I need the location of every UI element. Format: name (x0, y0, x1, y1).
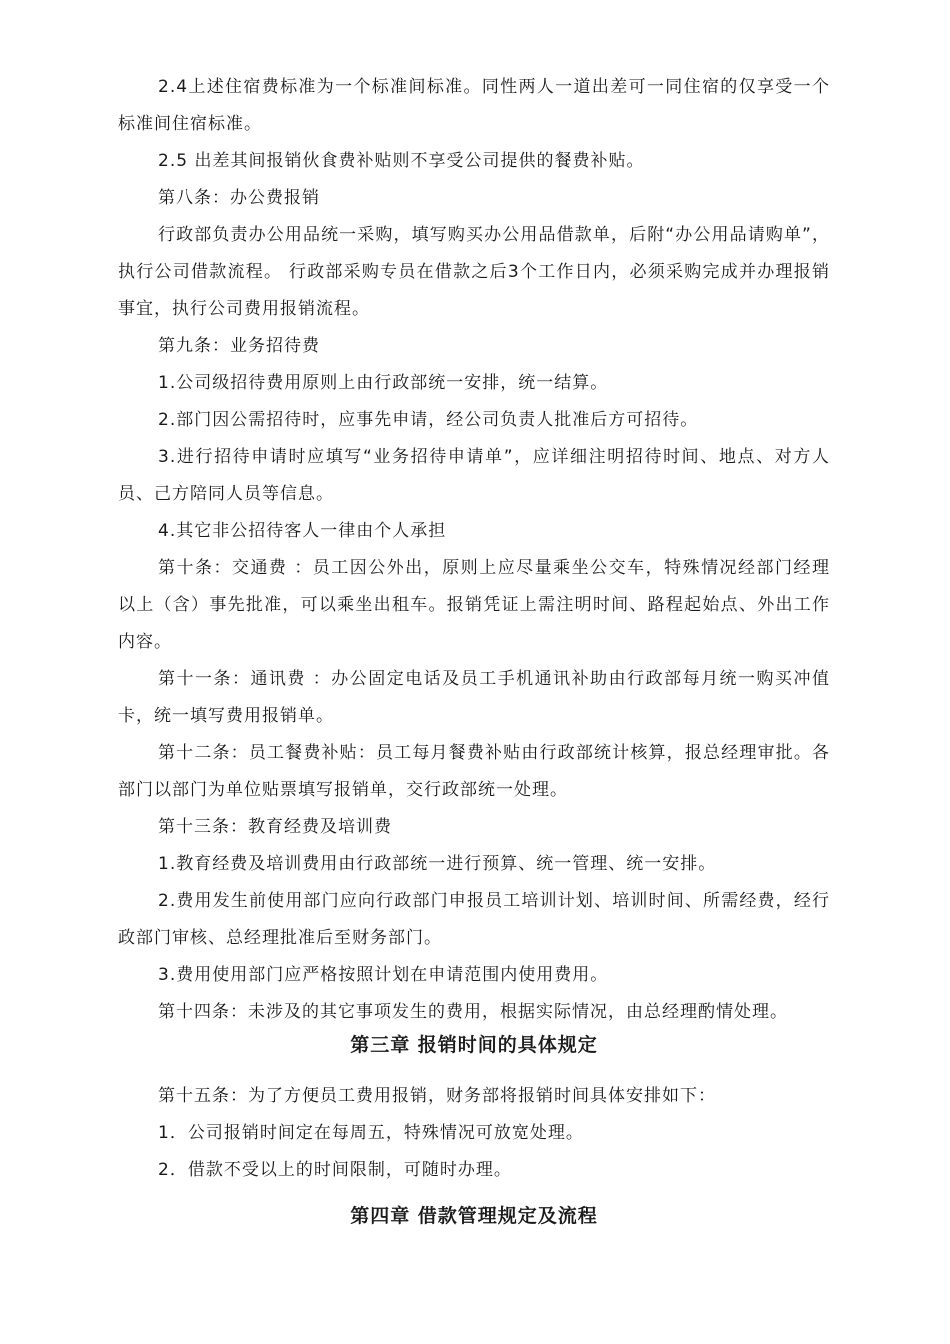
article-13-item-3: 3.费用使用部门应严格按照计划在申请范围内使用费用。 (158, 965, 609, 985)
chapter-3-section (118, 1027, 830, 1064)
article-9-item-4: 4.其它非公招待客人一律由个人承担 (158, 521, 447, 541)
chapter-4-section (118, 1198, 830, 1235)
paragraph-2-5: 2.5 出差其间报销伙食费补贴则不享受公司提供的餐费补贴。 (158, 151, 645, 171)
article-11: 第十一条：通讯费 ：办公固定电话及员工手机通讯补助由行政部每月统一购买冲值卡，统一填写费用报销单。 (118, 669, 830, 726)
article-13-title: 第十三条：教育经费及培训费 (158, 817, 392, 837)
article-15-item-1: 1．公司报销时间定在每周五，特殊情况可放宽处理。 (158, 1123, 584, 1143)
article-10: 第十条：交通费 ：员工因公外出，原则上应尽量乘坐公交车，特殊情况经部门经理以上（含）事先批准，可以乘坐出租车。报销凭证上需注明时间、路程起始点、外出工作内容。 (118, 558, 830, 652)
chapter-3-title: 第三章 报销时间的具体规定 (350, 1034, 598, 1056)
chapter-4-title: 第四章 借款管理规定及流程 (350, 1205, 598, 1227)
article-9-title: 第九条：业务招待费 (158, 336, 320, 356)
article-15-item-2: 2．借款不受以上的时间限制，可随时办理。 (158, 1160, 512, 1180)
article-13-item-1: 1.教育经费及培训费用由行政部统一进行预算、统一管理、统一安排。 (158, 854, 717, 874)
article-13-item-2: 2.费用发生前使用部门应向行政部门申报员工培训计划、培训时间、所需经费，经行政部门审核、总经理批准后至财务部门。 (118, 891, 830, 948)
article-15: 第十五条：为了方便员工费用报销，财务部将报销时间具体安排如下： (158, 1086, 716, 1106)
article-9-item-3: 3.进行招待申请时应填写“业务招待申请单”，应详细注明招待时间、地点、对方人员、己方陪同人员等信息。 (118, 447, 830, 504)
article-12: 第十二条：员工餐费补贴：员工每月餐费补贴由行政部统计核算，报总经理审批。各部门以部门为单位贴票填写报销单，交行政部统一处理。 (118, 743, 830, 800)
article-14: 第十四条：未涉及的其它事项发生的费用，根据实际情况，由总经理酌情处理。 (158, 1002, 788, 1022)
article-8-body: 行政部负责办公用品统一采购，填写购买办公用品借款单，后附“办公用品请购单”，执行公司借款流程。 行政部采购专员在借款之后3个工作日内，必须采购完成并办理报销事宜，执行公司费用报销流程。 (118, 225, 830, 319)
body-section-2 (118, 1078, 830, 1189)
article-8-title: 第八条：办公费报销 (158, 188, 320, 208)
article-9-item-1: 1.公司级招待费用原则上由行政部统一安排，统一结算。 (158, 373, 609, 393)
body-section-1 (118, 69, 830, 1031)
paragraph-2-4: 2.4上述住宿费标准为一个标准间标准。同性两人一道出差可一同住宿的仅享受一个标准间住宿标准。 (118, 77, 830, 134)
article-9-item-2: 2.部门因公需招待时，应事先申请，经公司负责人批准后方可招待。 (158, 410, 699, 430)
